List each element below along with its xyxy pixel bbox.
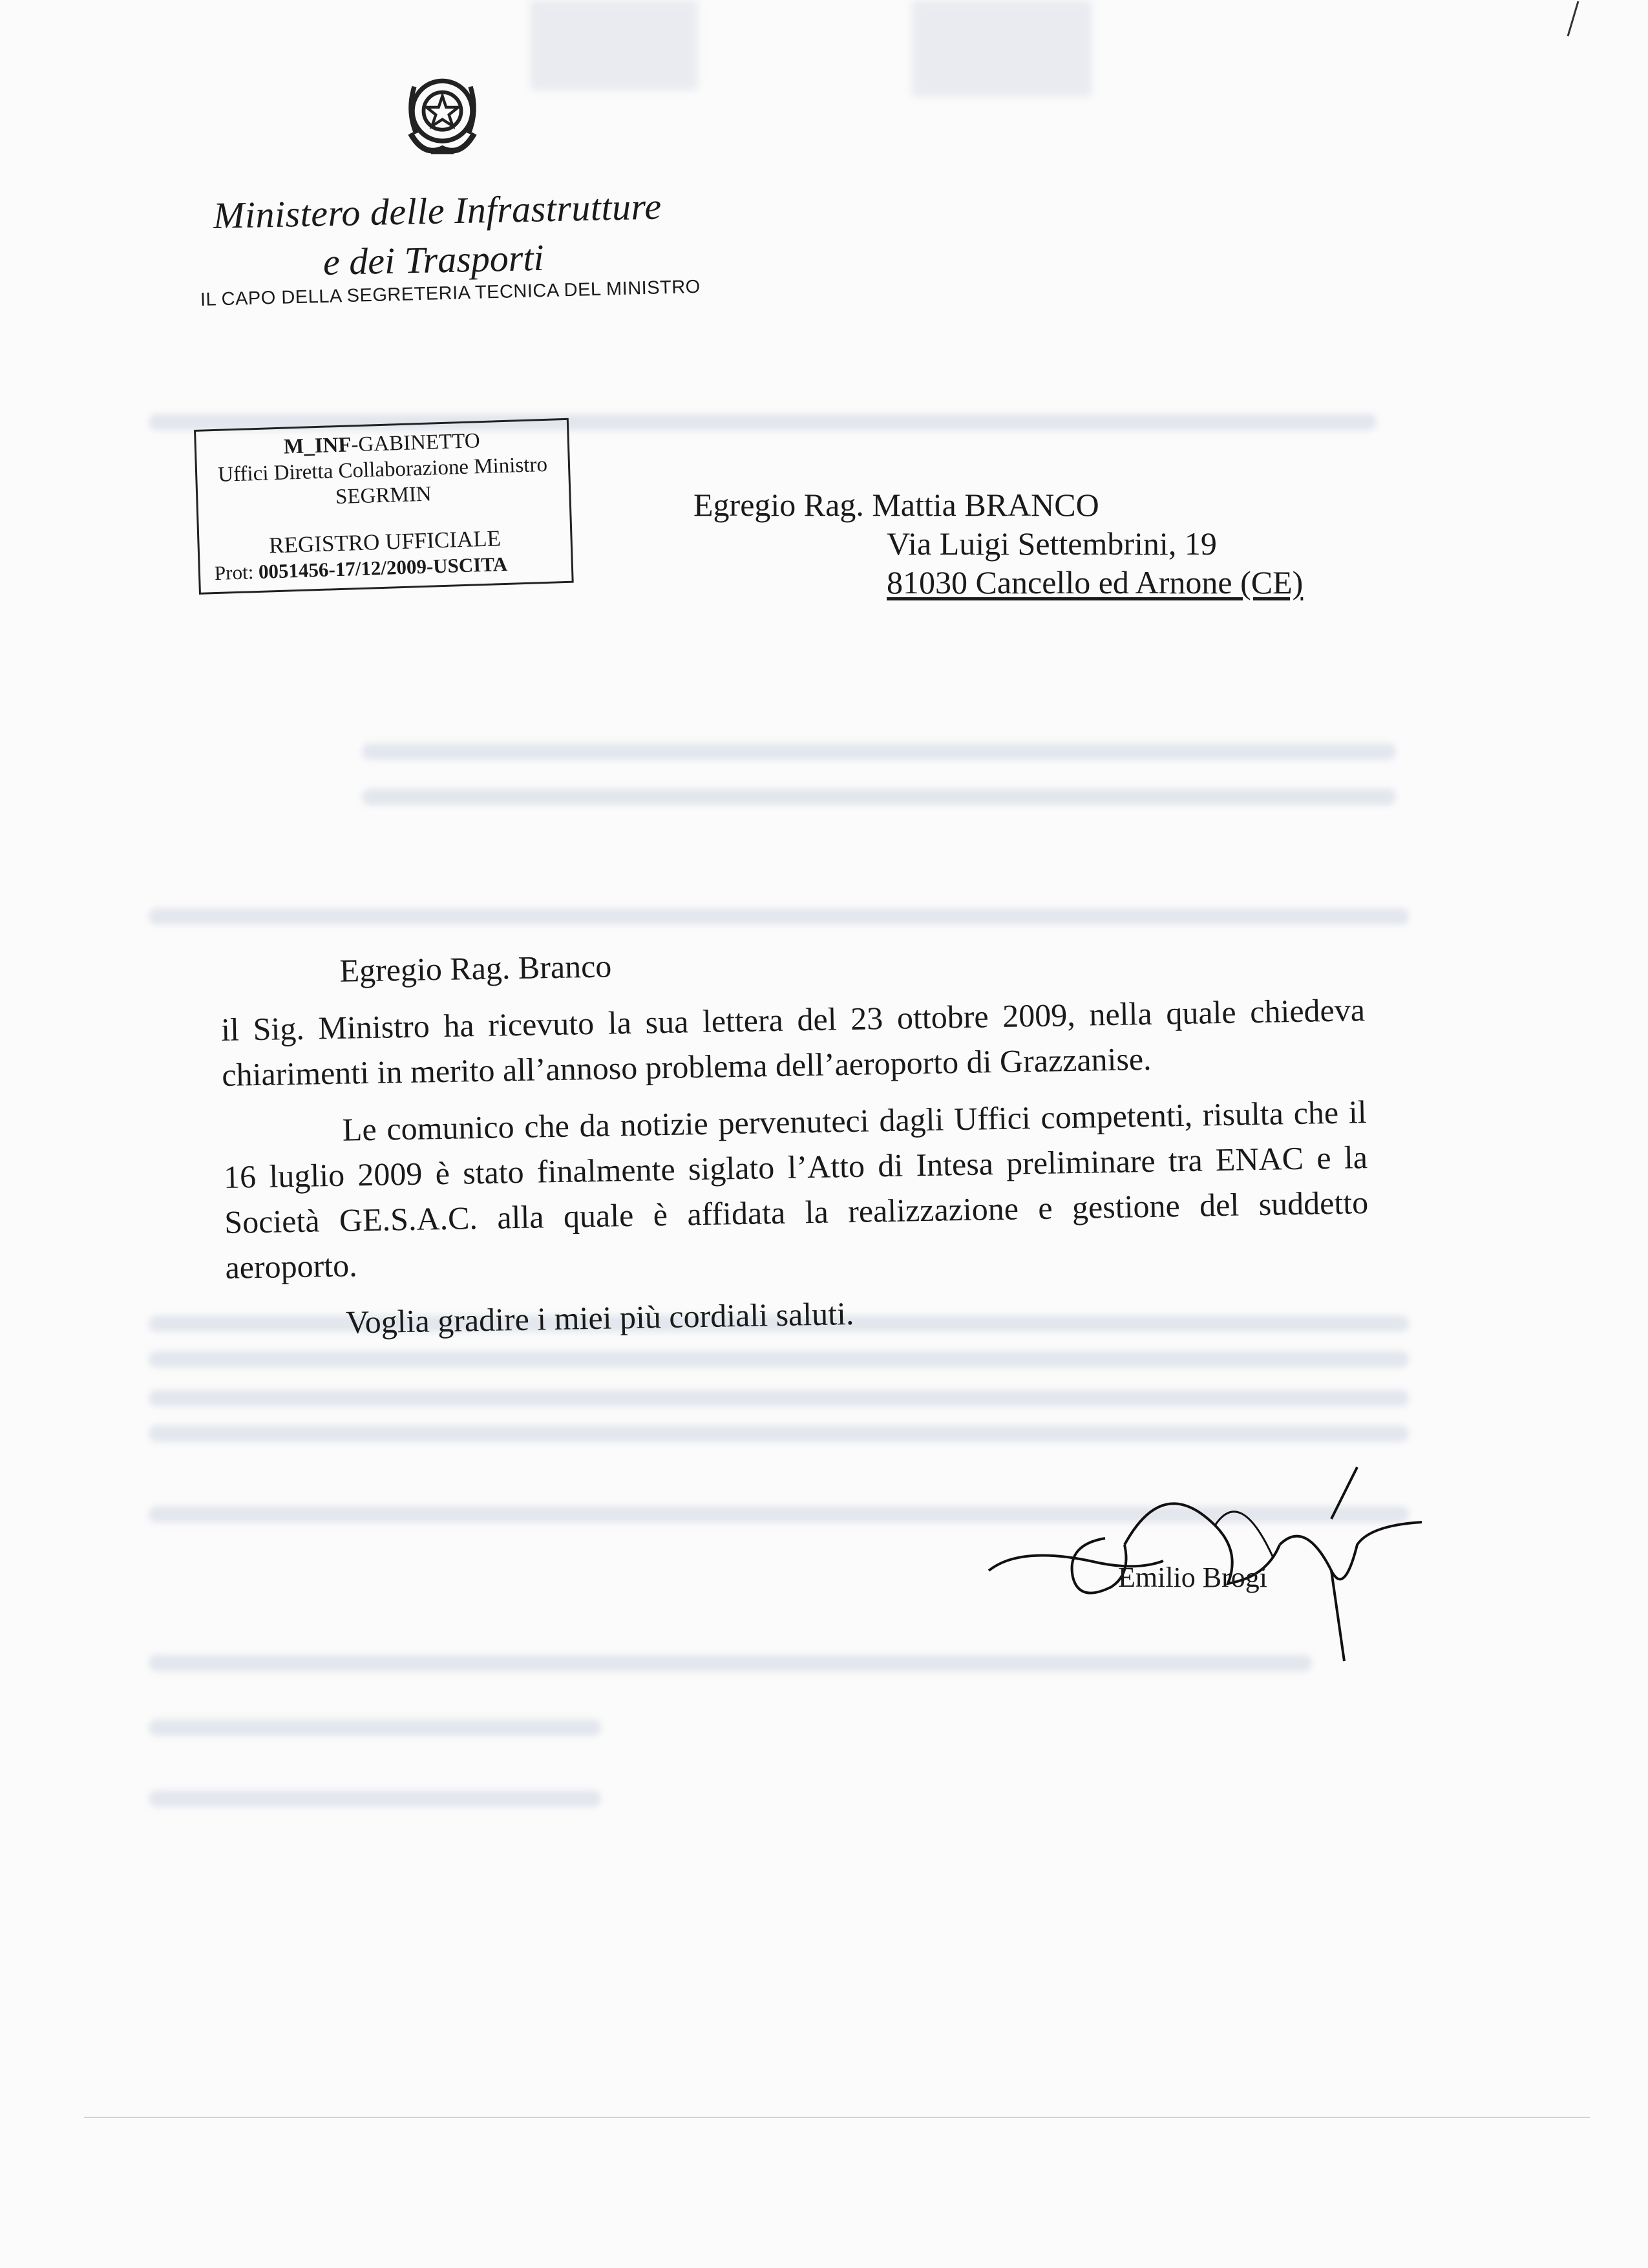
republic-emblem-icon — [396, 68, 489, 162]
recipient-street: Via Luigi Settembrini, 19 — [887, 525, 1217, 562]
office-title: IL CAPO DELLA SEGRETERIA TECNICA DEL MINISTRO — [200, 276, 701, 310]
ministry-name-line1: Ministero delle Infrastrutture — [213, 185, 662, 237]
show-through-block — [530, 0, 698, 90]
protocol-stamp — [194, 418, 574, 595]
ministry-name-line2: e dei Trasporti — [322, 236, 545, 283]
recipient-city: 81030 Cancello ed Arnone (CE) — [887, 564, 1304, 600]
show-through-line — [149, 908, 1409, 925]
stamp-department: M_INF-GABINETTO — [283, 429, 481, 459]
show-through-line — [362, 789, 1396, 805]
show-through-line — [149, 1425, 1409, 1442]
letter-paragraph-2: Le comunico che da notizie pervenuteci dagli Uffici competenti, risulta che il 16 luglio 2009 è stato finalmente siglato l’Atto di Intesa preliminare tra ENAC e la Società GE.S.A.C. alla quale è affidata la realizzazione e gestione del suddetto aeroporto. — [223, 1094, 1369, 1286]
protocol-number: 0051456-17/12/2009-USCITA — [258, 552, 508, 583]
page-edge — [84, 2117, 1590, 2118]
show-through-line — [149, 1351, 1409, 1368]
show-through-line — [149, 1790, 601, 1807]
stamp-protocol: Prot: 0051456-17/12/2009-USCITA — [214, 552, 508, 585]
corner-mark — [1563, 0, 1582, 39]
stamp-office: Uffici Diretta Collaborazione Ministro — [217, 452, 548, 487]
show-through-block — [911, 0, 1092, 97]
letter-body — [220, 930, 1370, 1347]
show-through-line — [149, 1719, 601, 1736]
letter-closing: Voglia gradire i miei più cordiali saluti. — [345, 1295, 854, 1341]
letter-greeting: Egregio Rag. Branco — [339, 948, 612, 989]
letter-paragraph-1: il Sig. Ministro ha ricevuto la sua lettera del 23 ottobre 2009, nella quale chiedeva chiarimenti in merito all’annoso problema dell’aeroporto di Grazzanise. — [220, 991, 1366, 1093]
signatory-name: Emilio Brogi — [1118, 1562, 1267, 1593]
show-through-line — [149, 1390, 1409, 1406]
stamp-unit: SEGRMIN — [335, 482, 432, 509]
stamp-register: REGISTRO UFFICIALE — [268, 525, 502, 558]
recipient-name: Egregio Rag. Mattia BRANCO — [693, 487, 1099, 523]
show-through-line — [362, 743, 1396, 760]
